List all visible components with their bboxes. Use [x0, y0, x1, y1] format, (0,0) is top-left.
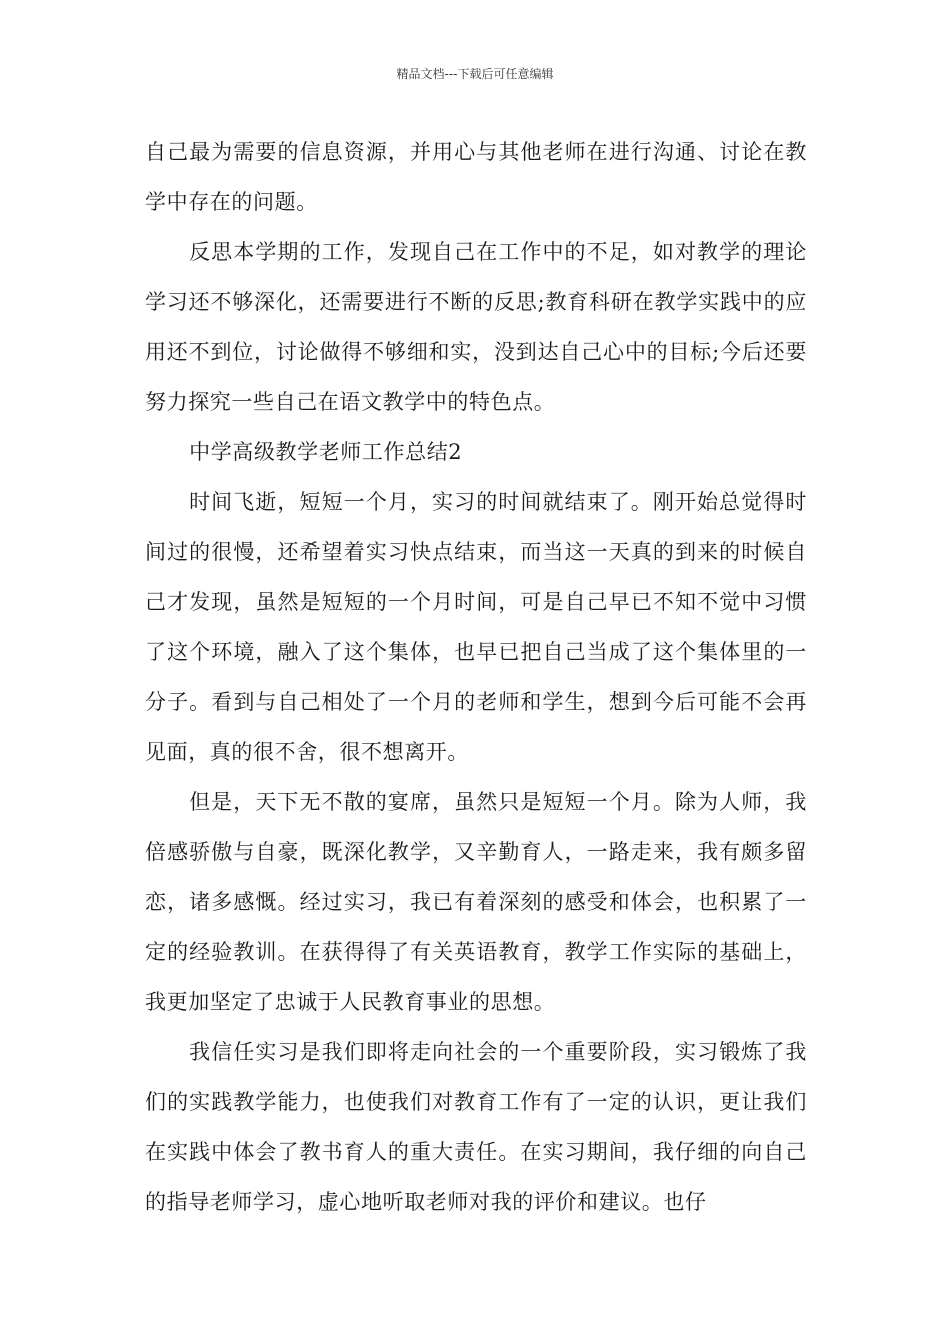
- section-title: 中学高级教学老师工作总结2: [189, 440, 463, 464]
- paragraph-continuation: 自己最为需要的信息资源，并用心与其他老师在进行沟通、讨论在教学中存在的问题。: [145, 140, 807, 214]
- paragraph-reflection: 反思本学期的工作，发现自己在工作中的不足，如对教学的理论学习还不够深化，还需要进行不断的反思;教育科研在教学实践中的应用还不到位，讨论做得不够细和实，没到达自己心中的目标;今后还要努力探究一些自己在语文教学中的特色点。: [145, 240, 807, 414]
- page-header: 精品文档---下载后可任意编辑: [396, 67, 554, 81]
- paragraph-internship-value: 我信任实习是我们即将走向社会的一个重要阶段，实习锻炼了我们的实践教学能力，也使我们对教育工作有了一定的认识，更让我们在实践中体会了教书育人的重大责任。在实习期间，我仔细的向自己的指导老师学习，虚心地听取老师对我的评价和建议。也仔: [145, 1040, 807, 1214]
- paragraph-time-flies: 时间飞逝，短短一个月，实习的时间就结束了。刚开始总觉得时间过的很慢，还希望着实习快点结束，而当这一天真的到来的时候自己才发现，虽然是短短的一个月时间，可是自己早已不知不觉中习惯了这个环境，融入了这个集体，也早已把自己当成了这个集体里的一分子。看到与自己相处了一个月的老师和学生，想到今后可能不会再见面，真的很不舍，很不想离开。: [145, 490, 807, 764]
- document-body: [145, 127, 807, 1227]
- paragraph-farewell: 但是，天下无不散的宴席，虽然只是短短一个月。除为人师，我倍感骄傲与自豪，既深化教学，又辛勤育人，一路走来，我有颇多留恋，诸多感慨。经过实习，我已有着深刻的感受和体会，也积累了一定的经验教训。在获得得了有关英语教育，教学工作实际的基础上，我更加坚定了忠诚于人民教育事业的思想。: [145, 790, 807, 1014]
